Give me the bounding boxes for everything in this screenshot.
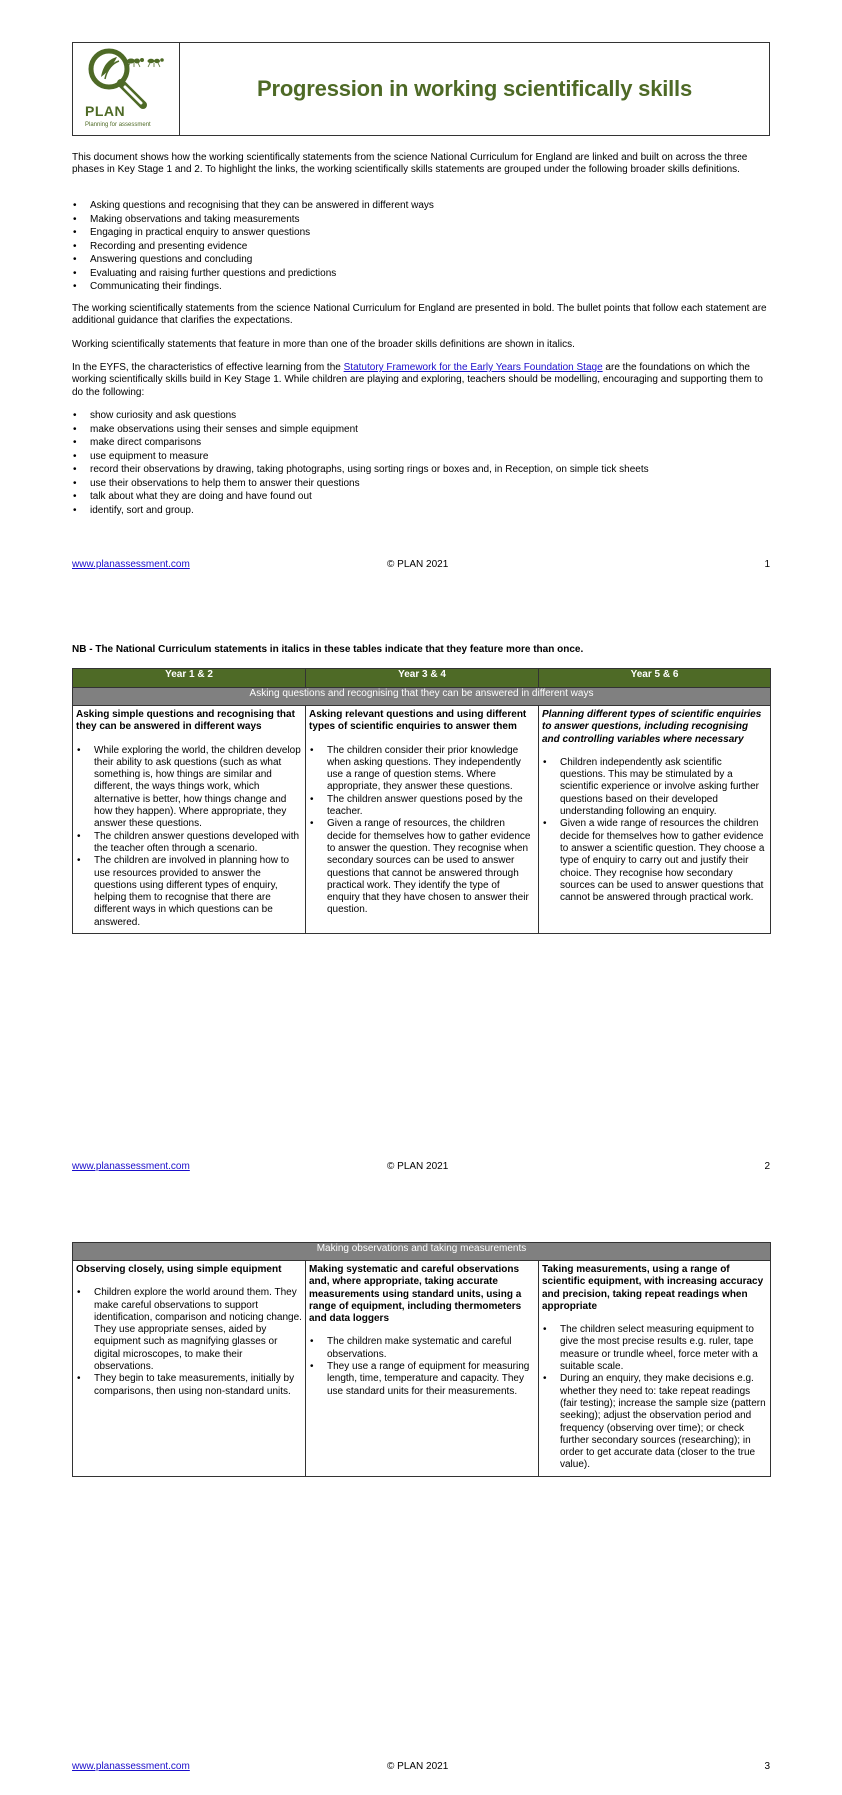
list-item: • Given a range of resources, the children decide for themselves how to gather evidence to answer the question. They recognise when secondary sources can be used to answer questions that cannot be answered through practical work. They identify the type of enquiry that they have chosen to answer their question.: [309, 818, 535, 916]
list-item: • make observations using their senses and simple equipment: [72, 423, 770, 437]
table-cell-year-5-6: [539, 1261, 771, 1477]
website-link[interactable]: www.planassessment.com: [72, 559, 190, 570]
table-row: [73, 1261, 771, 1477]
title-cell: [180, 43, 769, 135]
copyright: © PLAN 2021: [387, 1761, 449, 1772]
curriculum-statement: Asking relevant questions and using different types of scientific enquiries to answer them: [309, 709, 527, 733]
page-number: 2: [764, 1161, 770, 1172]
section-row: [73, 1243, 771, 1261]
column-header-year-1-2: Year 1 & 2: [73, 669, 306, 688]
curriculum-statement: Making systematic and careful observations and, where appropriate, taking accurate measurements using standard units, using a range of equipment, including thermometers and data loggers: [309, 1264, 522, 1325]
page-2: [0, 600, 842, 1200]
list-item: • They begin to take measurements, initially by comparisons, then using non-standard units.: [76, 1373, 302, 1398]
list-item: • Children explore the world around them. They make careful observations to support identification, comparison and noticing change. They use appropriate senses, aided by equipment such as magnifying glasses or digital microscopes, to make their observations.: [76, 1287, 302, 1373]
plan-logo: [73, 43, 180, 135]
list-item: • Communicating their findings.: [72, 280, 770, 294]
list-item: • use their observations to help them to answer their questions: [72, 477, 770, 491]
table-row: [73, 706, 771, 934]
page-title: Progression in working scientifically skills: [256, 76, 692, 101]
table-cell-year-3-4: [306, 1261, 539, 1477]
list-item: • make direct comparisons: [72, 436, 770, 450]
document-header: [72, 42, 770, 136]
year-header-row: [73, 669, 771, 688]
page-footer: [72, 559, 770, 573]
section-row: [73, 688, 771, 706]
list-item: • The children answer questions developed with the teacher often through a scenario.: [76, 831, 302, 856]
section-title: Asking questions and recognising that they can be answered in different ways: [73, 688, 771, 706]
list-item: • show curiosity and ask questions: [72, 409, 770, 423]
table-cell-year-3-4: [306, 706, 539, 934]
page-number: 1: [764, 559, 770, 570]
page-number: 3: [764, 1761, 770, 1772]
logo-wordmark: PLAN: [85, 103, 126, 119]
copyright: © PLAN 2021: [387, 1161, 449, 1172]
curriculum-statement: Asking simple questions and recognising that they can be answered in different ways: [76, 709, 295, 733]
list-item: • The children answer questions posed by the teacher.: [309, 794, 535, 819]
eyfs-text-before: In the EYFS, the characteristics of effective learning from the: [72, 362, 344, 373]
curriculum-statement: Observing closely, using simple equipment: [76, 1264, 282, 1275]
list-item: • Making observations and taking measurements: [72, 213, 770, 227]
page-3: [0, 1200, 842, 1795]
list-item: • The children select measuring equipment to give the most precise results e.g. ruler, tape measure or trundle wheel, force meter with a suitable scale.: [542, 1324, 767, 1373]
copyright: © PLAN 2021: [387, 559, 449, 570]
list-item: • talk about what they are doing and have found out: [72, 490, 770, 504]
list-item: • Asking questions and recognising that they can be answered in different ways: [72, 199, 770, 213]
column-header-year-5-6: Year 5 & 6: [539, 669, 771, 688]
website-link[interactable]: www.planassessment.com: [72, 1761, 190, 1772]
section-title: Making observations and taking measurements: [73, 1243, 771, 1261]
list-item: • Recording and presenting evidence: [72, 240, 770, 254]
list-item: • The children are involved in planning how to use resources provided to answer the questions using different types of enquiry, helping them to recognise that there are different ways in which questions can be answered.: [76, 855, 302, 929]
italics-note: NB - The National Curriculum statements in italics in these tables indicate that they feature more than once.: [72, 644, 584, 655]
eyfs-paragraph: [72, 362, 770, 399]
logo-tagline: Planning for assessment: [85, 122, 151, 128]
list-item: • Given a wide range of resources the children decide for themselves how to gather evidence to answer a scientific question. They choose a type of enquiry to carry out and justify their choice. They recognise how secondary sources can be used to answer questions that cannot be answered through practical work.: [542, 818, 767, 904]
list-item: • Evaluating and raising further questions and predictions: [72, 267, 770, 281]
list-item: • While exploring the world, the children develop their ability to ask questions (such as what something is, how things are similar and different, the ways things work, which alternative is better, how things change and how they happen). Where appropriate, they answer these questions.: [76, 745, 302, 831]
table-cell-year-1-2: [73, 1261, 306, 1477]
statutory-framework-link[interactable]: Statutory Framework for the Early Years Foundation Stage: [343, 362, 603, 373]
italic-note-paragraph: Working scientifically statements that feature in more than one of the broader skills definitions are shown in italics.: [72, 339, 575, 350]
column-header-year-3-4: Year 3 & 4: [306, 669, 539, 688]
intro-paragraph: This document shows how the working scientifically statements from the science National Curriculum for England are linked and built on across the three phases in Key Stage 1 and 2. To highlight the links, the working scientifically skills statements are grouped under the following broader skills definitions.: [72, 152, 748, 176]
eyfs-list: [72, 409, 770, 517]
list-item: • The children make systematic and careful observations.: [309, 1336, 535, 1361]
list-item: • The children consider their prior knowledge when asking questions. They independently use a range of question stems. Where appropriate, they answer these questions.: [309, 745, 535, 794]
page-1: [0, 0, 842, 600]
website-link[interactable]: www.planassessment.com: [72, 1161, 190, 1172]
page-footer: [72, 1761, 770, 1775]
list-item: • Answering questions and concluding: [72, 253, 770, 267]
list-item: • They use a range of equipment for measuring length, time, temperature and capacity. They use standard units for their measurements.: [309, 1361, 535, 1398]
progression-table-asking-questions: [72, 668, 771, 934]
list-item: • Engaging in practical enquiry to answer questions: [72, 226, 770, 240]
bold-note-paragraph: The working scientifically statements from the science National Curriculum for England are presented in bold. The bullet points that follow each statement are additional guidance that clarifies the expectations.: [72, 303, 767, 327]
list-item: • During an enquiry, they make decisions e.g. whether they need to: take repeat readings (fair testing); increase the sample size (pattern seeking); adjust the observation period and frequency (observing over time); or check further secondary sources (researching); in order to get accurate data (closer to the true value).: [542, 1373, 767, 1471]
skills-list: [72, 199, 770, 294]
list-item: • Children independently ask scientific questions. This may be stimulated by a scientific experience or involve asking further questions based on their developed understanding following an enquiry.: [542, 757, 767, 818]
list-item: • record their observations by drawing, taking photographs, using sorting rings or boxes and, in Reception, on simple tick sheets: [72, 463, 770, 477]
curriculum-statement: Taking measurements, using a range of scientific equipment, with increasing accuracy and precision, taking repeat readings when appropriate: [542, 1264, 764, 1312]
list-item: • use equipment to measure: [72, 450, 770, 464]
magnifying-glass-ant-icon: [83, 47, 173, 109]
eyfs-text-after: are the foundations on which the working scientifically skills build in Key Stage 1. While children are playing and exploring, teachers should be modelling, encouraging and supporting them to do the following:: [72, 362, 763, 398]
table-cell-year-1-2: [73, 706, 306, 934]
table-cell-year-5-6: [539, 706, 771, 934]
list-item: • identify, sort and group.: [72, 504, 770, 518]
curriculum-statement-italic: Planning different types of scientific enquiries to answer questions, including recognising and controlling variables where necessary: [542, 709, 762, 745]
progression-table-observations: [72, 1242, 771, 1477]
page-footer: [72, 1161, 770, 1175]
